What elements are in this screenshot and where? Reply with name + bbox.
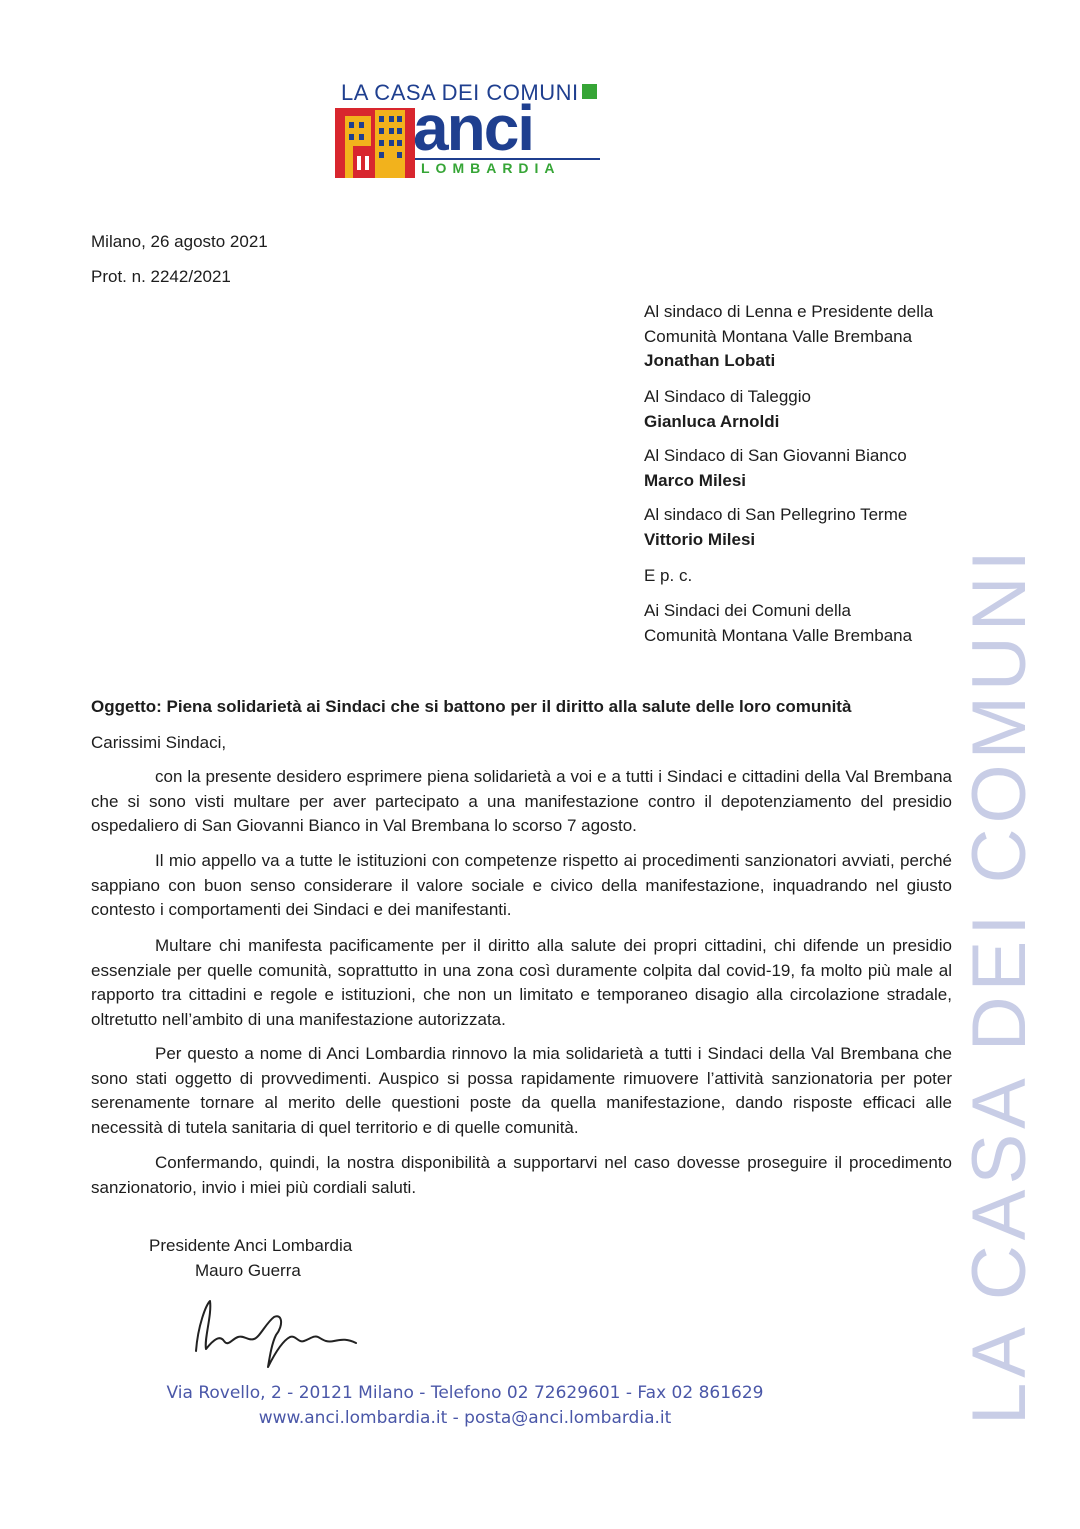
recipient-block xyxy=(644,300,974,374)
recipient-line: Al sindaco di San Pellegrino Terme xyxy=(644,505,908,524)
recipient-name: Vittorio Milesi xyxy=(644,529,756,549)
recipient-block xyxy=(644,385,974,434)
footer-address: Via Rovello, 2 - 20121 Milano - Telefono 02 72629601 - Fax 02 861629 xyxy=(166,1383,764,1403)
side-watermark: LA CASA DEI COMUNI xyxy=(957,545,1042,1425)
green-square-icon xyxy=(582,84,597,99)
footer-contacts: www.anci.lombardia.it - posta@anci.lombardia.it xyxy=(258,1408,672,1428)
body-paragraph: Per questo a nome di Anci Lombardia rinnovo la mia solidarietà a tutti i Sindaci della Val Brembana che sono stati oggetto di provvedimenti. Auspico si possa rapidamente rimuovere l’attività sanzionatoria per poter serenamente tornare al merito delle questioni poste da quella manifestazione, dando risposte efficaci alle necessità di tutela sanitaria di quel territorio e di quelle comunità. xyxy=(91,1044,952,1137)
protocol-number: Prot. n. 2242/2021 xyxy=(91,267,231,286)
cc-line: Comunità Montana Valle Brembana xyxy=(644,625,913,645)
logo-top-text: LA CASA DEI COMUNI xyxy=(341,80,597,106)
recipient-block xyxy=(644,503,974,552)
logo-lombardia-text: LOMBARDIA xyxy=(421,160,561,176)
letter-greeting: Carissimi Sindaci, xyxy=(91,733,227,752)
letter-date: Milano, 26 agosto 2021 xyxy=(91,232,268,251)
signatory-name: Mauro Guerra xyxy=(195,1261,301,1280)
recipient-line: Al Sindaco di San Giovanni Bianco xyxy=(644,446,907,465)
recipient-line: Al sindaco di Lenna e Presidente della xyxy=(644,302,934,321)
recipient-block xyxy=(644,444,974,493)
cc-block xyxy=(644,599,974,648)
cc-label: E p. c. xyxy=(644,566,693,585)
recipient-line: Comunità Montana Valle Brembana xyxy=(644,326,913,346)
recipient-name: Gianluca Arnoldi xyxy=(644,411,780,431)
anci-lombardia-logo xyxy=(335,80,600,180)
letter-subject: Oggetto: Piena solidarietà ai Sindaci che si battono per il diritto alla salute delle loro comunità xyxy=(91,697,852,716)
recipient-name: Jonathan Lobati xyxy=(644,351,776,370)
signatory-title: Presidente Anci Lombardia xyxy=(149,1236,353,1255)
cc-line: Ai Sindaci dei Comuni della xyxy=(644,601,851,620)
handwritten-signature xyxy=(190,1295,370,1375)
logo-anci-word: anci xyxy=(413,92,534,164)
body-paragraph: Confermando, quindi, la nostra disponibilità a supportarvi nel caso dovesse proseguire il procedimento sanzionatorio, invio i miei più cordiali saluti. xyxy=(91,1153,952,1197)
body-paragraph: con la presente desidero esprimere piena solidarietà a voi e a tutti i Sindaci e cittadini della Val Brembana che si sono visti multare per aver partecipato a una manifestazione contro il depotenziamento del presidio ospedaliero di San Giovanni Bianco in Val Brembana lo scorso 7 agosto. xyxy=(91,767,952,835)
recipient-line: Al Sindaco di Taleggio xyxy=(644,387,811,406)
body-paragraph: Multare chi manifesta pacificamente per il diritto alla salute dei propri cittadini, chi difende un presidio essenziale per quelle comunità, soprattutto in una zona così duramente colpita dal covid-19, fa molto più male al rapporto tra cittadini e regole e istituzioni, che non un limitato e temporaneo disagio alla circolazione stradale, oltretutto nell’ambito di una manifestazione autorizzata. xyxy=(91,936,952,1029)
body-paragraph: Il mio appello va a tutte le istituzioni con competenze rispetto ai procedimenti sanzionatori avviati, perché sappiano con buon senso considerare il valore sociale e civico della manifestazione, inquadrando nel giusto contesto i comportamenti dei Sindaci e dei manifestanti. xyxy=(91,851,952,919)
recipient-name: Marco Milesi xyxy=(644,470,747,490)
